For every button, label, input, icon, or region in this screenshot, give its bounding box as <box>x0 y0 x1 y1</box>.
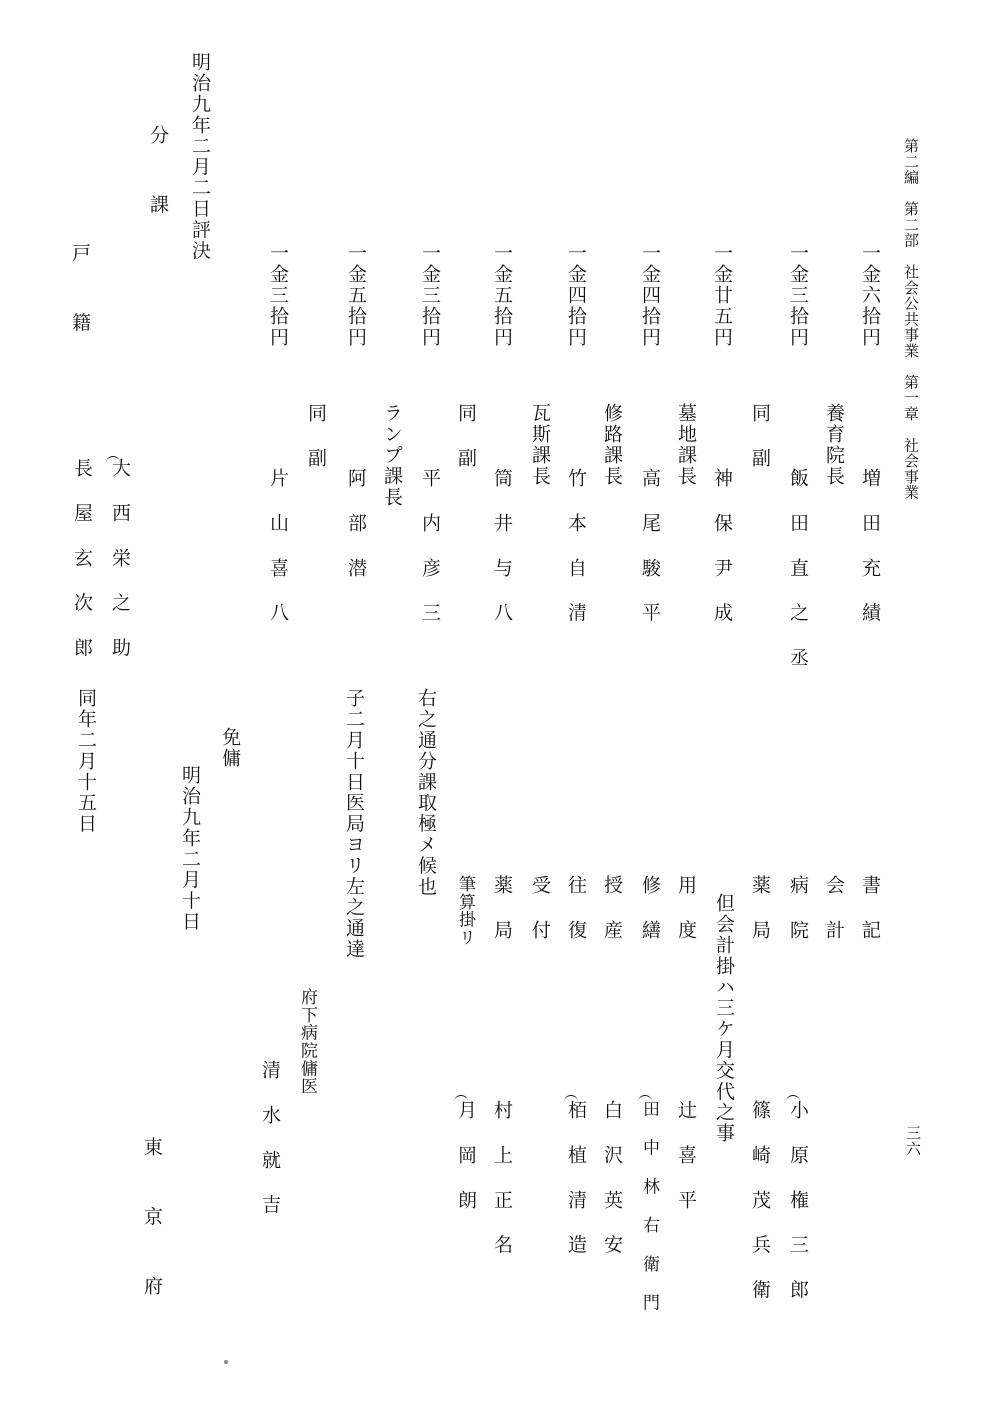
duty-label: 病 院 <box>787 875 809 941</box>
duty-person: 篠 崎 茂 兵 衛 <box>749 1100 771 1301</box>
salary-role: 同 副 <box>455 403 477 469</box>
dismissal-office: 府下病院傭医 <box>297 988 317 1096</box>
salary-amount: 一金三拾円 <box>787 243 809 348</box>
duty-label: 用 度 <box>675 875 697 941</box>
duty-person: 辻 喜 平 <box>675 1100 697 1211</box>
salary-name: 阿 部 潜 <box>345 468 367 579</box>
bunka-section: 戸 籍 <box>69 243 91 346</box>
salary-amount: 一金五拾円 <box>345 243 367 348</box>
duty-label: 修 繕 <box>639 875 661 941</box>
salary-role: 修路課長 <box>601 403 623 487</box>
decision-date: 明治九年二月二日評決 <box>189 52 211 261</box>
duty-person: 栢 植 清 造 <box>565 1100 587 1256</box>
salary-name: 片 山 喜 八 <box>267 468 289 624</box>
salary-amount: 一金四拾円 <box>639 243 661 348</box>
running-header: 第二編 第二部 社会公共事業 第一章 社会事業 <box>902 138 920 501</box>
salary-role: ランプ課長 <box>381 403 403 508</box>
page-number: 三六 <box>904 1125 922 1157</box>
duty-label: 薬 局 <box>491 875 513 941</box>
bunka-title: 分 課 <box>147 125 169 228</box>
dismissal-date: 明治九年二月十日 <box>179 765 201 933</box>
salary-amount: 一金五拾円 <box>491 243 513 348</box>
conclusion-text: 右之通分課取極メ候也 <box>415 688 437 897</box>
salary-name: 竹 本 自 清 <box>565 468 587 624</box>
duty-label: 筆算掛リ <box>455 875 475 947</box>
salary-name: 平 内 彦 三 <box>419 468 441 624</box>
salary-name: 飯 田 直 之 丞 <box>787 468 809 669</box>
dismissal-word: 免傭 <box>219 727 241 769</box>
dismissal-name: 清 水 就 吉 <box>259 1060 281 1216</box>
duty-person: 月 岡 朗 <box>455 1100 477 1211</box>
salary-amount: 一金三拾円 <box>419 243 441 348</box>
duty-label: 書 記 <box>859 875 881 941</box>
notice-text: 子二月十日医局ヨリ左之通達 <box>343 688 365 960</box>
duty-label: 授 産 <box>601 875 623 941</box>
duty-person: 田 中 林 右 衛 門 <box>639 1100 659 1312</box>
final-date: 同年二月十五日 <box>75 688 97 835</box>
duty-label: 受 付 <box>529 875 551 941</box>
salary-name: 増 田 充 績 <box>859 468 881 624</box>
salary-amount: 一金三拾円 <box>267 243 289 348</box>
salary-name: 高 尾 駿 平 <box>639 468 661 624</box>
accounting-note: 但会計掛ハ三ケ月交代之事 <box>713 893 735 1144</box>
salary-amount: 一金四拾円 <box>565 243 587 348</box>
salary-role: 瓦斯課長 <box>529 403 551 487</box>
issuer: 東 京 府 <box>141 1137 163 1310</box>
duty-person: 村 上 正 名 <box>491 1100 513 1256</box>
salary-role: 墓地課長 <box>675 403 697 487</box>
salary-amount: 一金六拾円 <box>859 243 881 348</box>
duty-person: 白 沢 英 安 <box>601 1100 623 1256</box>
salary-amount: 一金廿五円 <box>711 243 733 348</box>
salary-role: 同 副 <box>749 403 771 469</box>
scan-speck <box>224 1360 228 1364</box>
bunka-person: 大 西 栄 之 助 <box>109 458 131 659</box>
duty-person: 小 原 権 三 郎 <box>787 1100 809 1301</box>
duty-label: 会 計 <box>823 875 845 941</box>
salary-role: 同 副 <box>305 403 327 469</box>
salary-name: 神 保 尹 成 <box>711 468 733 624</box>
duty-label: 薬 局 <box>749 875 771 941</box>
salary-name: 筒 井 与 八 <box>491 468 513 624</box>
salary-role: 養育院長 <box>823 403 845 487</box>
bunka-person: 長 屋 玄 次 郎 <box>71 458 93 659</box>
duty-label: 往 復 <box>565 875 587 941</box>
